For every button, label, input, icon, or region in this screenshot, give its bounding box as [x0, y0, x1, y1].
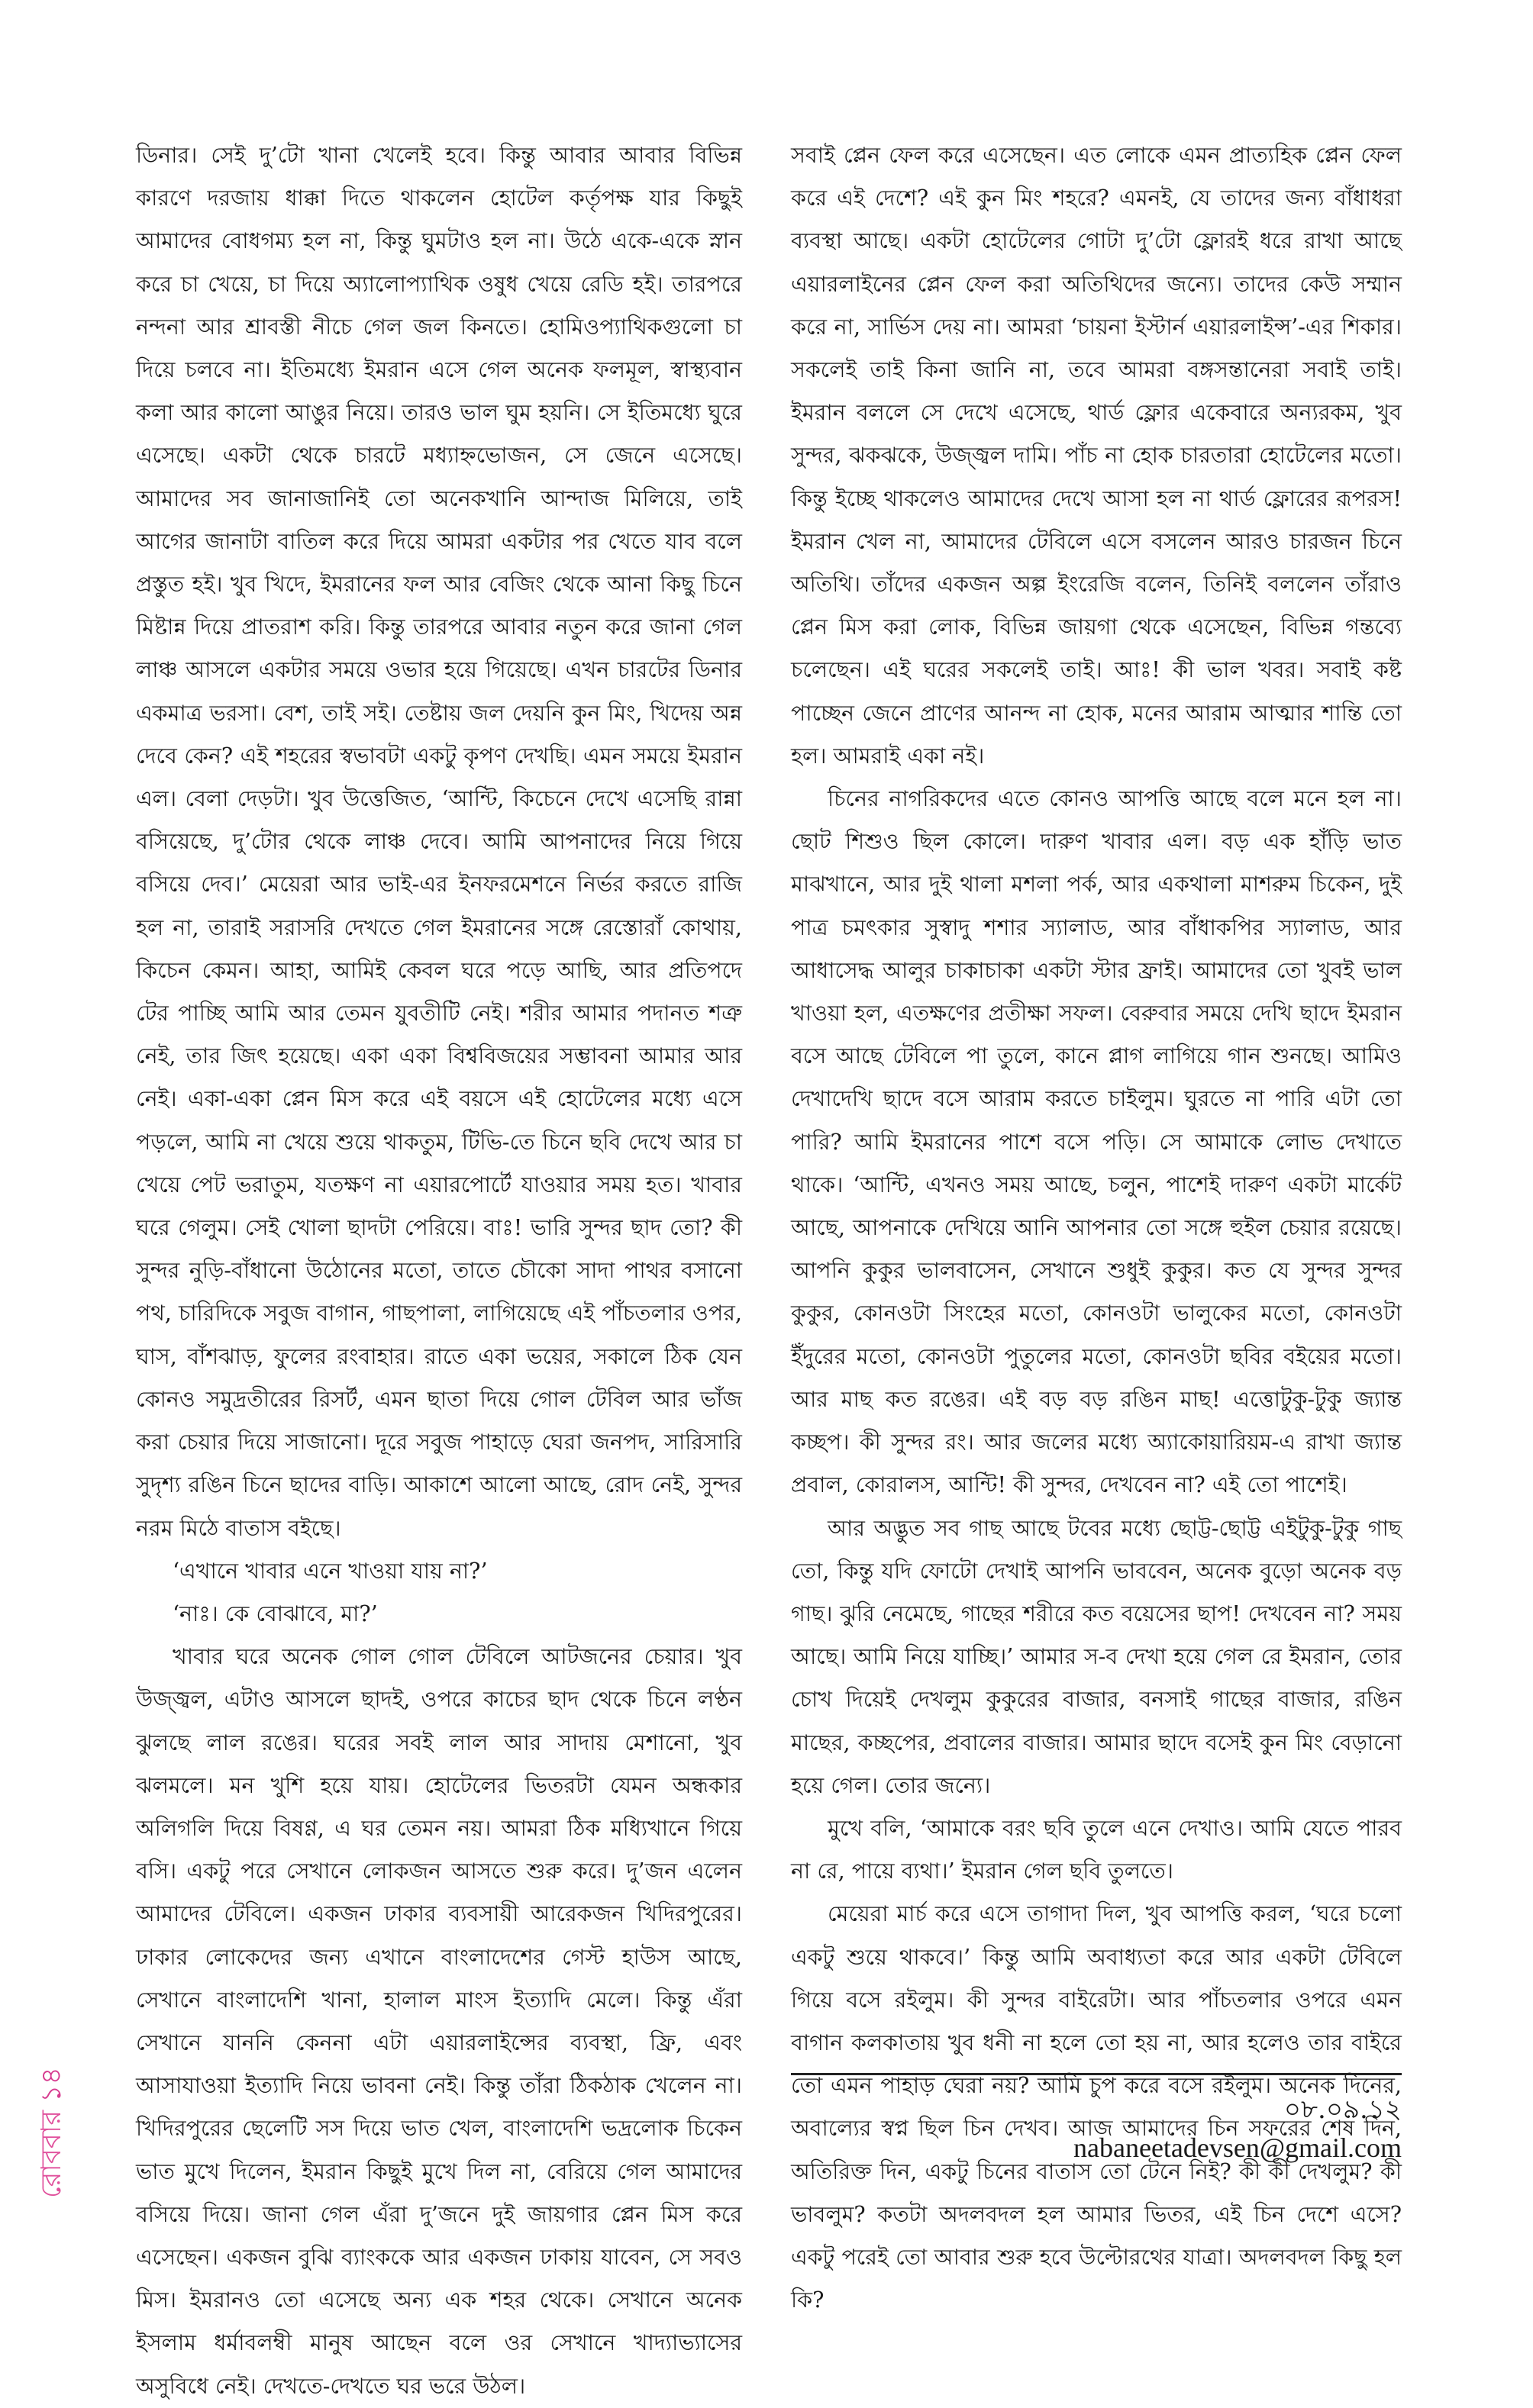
right-paragraph-2: চিনের নাগরিকদের এতে কোনও আপত্তি আছে বলে মনে হল না। ছোট শিশুও ছিল কোলে। দারুণ খাবার এল। বড় এক হাঁড়ি ভাত মাঝখানে, আর দুই থালা মশলা পর্ক, আর একথালা মাশরুম চিকেন, দুই পাত্র চমৎকার সুস্বাদু শশার স্যালাড, আর বাঁধাকপির স্যালাড, আর আধাসেদ্ধ আলুর চাকাচাকা একটা স্টার ফ্রাই। আমাদের তো খুবই ভাল খাওয়া হল, এতক্ষণের প্রতীক্ষা সফল। বেরুবার সময়ে দেখি ছাদে ইমরান বসে আছে টেবিলে পা তুলে, কানে প্লাগ লাগিয়ে গান শুনছে। আমিও দেখাদেখি ছাদে বসে আরাম করতে চাইলুম। ঘুরতে না পারি এটা তো পারি? আমি ইমরানের পাশে বসে পড়ি। সে আমাকে লোভ দেখাতে থাকে। ‘আন্টি, এখনও সময় আছে, চলুন, পাশেই দারুণ একটা মার্কেট আছে, আপনাকে দেখিয়ে আনি আপনার তো সঙ্গে হুইল চেয়ার রয়েছে। আপনি কুকুর ভালবাসেন, সেখানে শুধুই কুকুর। কত যে সুন্দর সুন্দর কুকুর, কোনওটা সিংহের মতো, কোনওটা ভালুকের মতো, কোনওটা ইঁদুরের মতো, কোনওটা পুতুলের মতো, কোনওটা ছবির বইয়ের মতো। আর মাছ কত রঙের। এই বড় বড় রঙিন মাছ! এত্তোটুকু-টুকু জ্যান্ত কচ্ছপ। কী সুন্দর রং। আর জলের মধ্যে অ্যাকোয়ারিয়ম-এ রাখা জ্যান্ত প্রবাল, কোরালস, আন্টি! কী সুন্দর, দেখবেন না? এই তো পাশেই।	[791, 786, 1402, 1498]
right-paragraph-1: সবাই প্লেন ফেল করে এসেছেন। এত লোকে এমন প্রাত্যহিক প্লেন ফেল করে এই দেশে? এই কুন মিং শহরে? এমনই, যে তাদের জন্য বাঁধাধরা ব্যবস্থা আছে। একটা হোটেলের গোটা দু’টো ফ্লোরই ধরে রাখা আছে এয়ারলাইনের প্লেন ফেল করা অতিথিদের জন্যে। তাদের কেউ সম্মান করে না, সার্ভিস দেয় না। আমরা ‘চায়না ইস্টার্ন এয়ারলাইন্স’-এর শিকার। সকলেই তাই কিনা জানি না, তবে আমরা বঙ্গসন্তানেরা সবাই তাই। ইমরান বললে সে দেখে এসেছে, থার্ড ফ্লোর একেবারে অন্যরকম, খুব সুন্দর, ঝকঝকে, উজ্জ্বল দামি। পাঁচ না হোক চারতারা হোটেলের মতো। কিন্তু ইচ্ছে থাকলেও আমাদের দেখে আসা হল না থার্ড ফ্লোরের রূপরস! ইমরান খেল না, আমাদের টেবিলে এসে বসলেন আরও চারজন চিনে অতিথি। তাঁদের একজন অল্প ইংরেজি বলেন, তিনিই বললেন তাঁরাও প্লেন মিস করা লোক, বিভিন্ন জায়গা থেকে এসেছেন, বিভিন্ন গন্তব্যে চলেছেন। এই ঘরের সকলেই তাই। আঃ! কী ভাল খবর। সবাই কষ্ট পাচ্ছেন জেনে প্রাণের আনন্দ না হোক, মনের আরাম আত্মার শান্তি তো হল। আমরাই একা নই।	[791, 143, 1402, 769]
magazine-name: রোববার	[36, 2110, 67, 2198]
author-email[interactable]: nabaneetadevsen@gmail.com	[1073, 2132, 1402, 2163]
right-paragraph-3: আর অদ্ভুত সব গাছ আছে টবের মধ্যে ছোট্ট-ছোট্ট এইটুকু-টুকু গাছ তো, কিন্তু যদি ফোটো দেখাই আপনি ভাববেন, অনেক বুড়ো অনেক বড় গাছ। ঝুরি নেমেছে, গাছের শরীরে কত বয়েসের ছাপ! দেখবেন না? সময় আছে। আমি নিয়ে যাচ্ছি।’ আমার স-ব দেখা হয়ে গেল রে ইমরান, তোর চোখ দিয়েই দেখলুম কুকুরের বাজার, বনসাই গাছের বাজার, রঙিন মাছের, কচ্ছপের, প্রবালের বাজার। আমার ছাদে বসেই কুন মিং বেড়ানো হয়ে গেল। তোর জন্যে।	[791, 1515, 1402, 1798]
article-date: ০৮.০৯.১২	[1283, 2094, 1402, 2125]
left-paragraph-1: ডিনার। সেই দু’টো খানা খেলেই হবে। কিন্তু আবার আবার বিভিন্ন কারণে দরজায় ধাক্কা দিতে থাকলেন হোটেল কর্তৃপক্ষ যার কিছুই আমাদের বোধগম্য হল না, কিন্তু ঘুমটাও হল না। উঠে একে-একে স্নান করে চা খেয়ে, চা দিয়ে অ্যালোপ্যাথিক ওষুধ খেয়ে রেডি হই। তারপরে নন্দনা আর শ্রাবস্তী নীচে গেল জল কিনতে। হোমিওপ্যাথিকগুলো চা দিয়ে চলবে না। ইতিমধ্যে ইমরান এসে গেল অনেক ফলমূল, স্বাস্থ্যবান কলা আর কালো আঙুর নিয়ে। তারও ভাল ঘুম হয়নি। সে ইতিমধ্যে ঘুরে এসেছে। একটা থেকে চারটে মধ্যাহ্নভোজন, সে জেনে এসেছে। আমাদের সব জানাজানিই তো অনেকখানি আন্দাজ মিলিয়ে, তাই আগের জানাটা বাতিল করে দিয়ে আমরা একটার পর খেতে যাব বলে প্রস্তুত হই। খুব খিদে, ইমরানের ফল আর বেজিং থেকে আনা কিছু চিনে মিষ্টান্ন দিয়ে প্রাতরাশ করি। কিন্তু তারপরে আবার নতুন করে জানা গেল লাঞ্চ আসলে একটার সময়ে ওভার হয়ে গিয়েছে। এখন চারটের ডিনার একমাত্র ভরসা। বেশ, তাই সই। তেষ্টায় জল দেয়নি কুন মিং, খিদেয় অন্ন দেবে কেন? এই শহরের স্বভাবটা একটু কৃপণ দেখছি। এমন সময়ে ইমরান এল। বেলা দেড়টা। খুব উত্তেজিত, ‘আন্টি, কিচেনে দেখে এসেছি রান্না বসিয়েছে, দু’টোর থেকে লাঞ্চ দেবে। আমি আপনাদের নিয়ে গিয়ে বসিয়ে দেব।’ মেয়েরা আর ভাই-এর ইনফরমেশনে নির্ভর করতে রাজি হল না, তারাই সরাসরি দেখতে গেল ইমরানের সঙ্গে রেস্তোরাঁ কোথায়, কিচেন কেমন। আহা, আমিই কেবল ঘরে পড়ে আছি, আর প্রতিপদে টের পাচ্ছি আমি আর তেমন যুবতীটি নেই। শরীর আমার পদানত শত্রু নেই, তার জিৎ হয়েছে। একা একা বিশ্ববিজয়ের সম্ভাবনা আমার আর নেই। একা-একা প্লেন মিস করে এই বয়সে এই হোটেলের মধ্যে এসে পড়লে, আমি না খেয়ে শুয়ে থাকতুম, টিভি-তে চিনে ছবি দেখে আর চা খেয়ে পেট ভরাতুম, যতক্ষণ না এয়ারপোর্টে যাওয়ার সময় হত। খাবার ঘরে গেলুম। সেই খোলা ছাদটা পেরিয়ে। বাঃ! ভারি সুন্দর ছাদ তো? কী সুন্দর নুড়ি-বাঁধানো উঠোনের মতো, তাতে চৌকো সাদা পাথর বসানো পথ, চারিদিকে সবুজ বাগান, গাছপালা, লাগিয়েছে এই পাঁচতলার ওপর, ঘাস, বাঁশঝাড়, ফুলের রংবাহার। রাতে একা ভয়ের, সকালে ঠিক যেন কোনও সমুদ্রতীরের রিসর্ট, এমন ছাতা দিয়ে গোল টেবিল আর ভাঁজ করা চেয়ার দিয়ে সাজানো। দূরে সবুজ পাহাড়ে ঘেরা জনপদ, সারিসারি সুদৃশ্য রঙিন চিনে ছাদের বাড়ি। আকাশে আলো আছে, রোদ নেই, সুন্দর নরম মিঠে বাতাস বইছে।	[136, 143, 742, 1541]
left-paragraph-4: খাবার ঘরে অনেক গোল গোল টেবিলে আটজনের চেয়ার। খুব উজ্জ্বল, এটাও আসলে ছাদই, ওপরে কাচের ছাদ থেকে চিনে লণ্ঠন ঝুলছে লাল রঙের। ঘরের সবই লাল আর সাদায় মেশানো, খুব ঝলমলে। মন খুশি হয়ে যায়। হোটেলের ভিতরটা যেমন অন্ধকার অলিগলি দিয়ে বিষণ্ণ, এ ঘর তেমন নয়। আমরা ঠিক মধ্যিখানে গিয়ে বসি। একটু পরে সেখানে লোকজন আসতে শুরু করে। দু’জন এলেন আমাদের টেবিলে। একজন ঢাকার ব্যবসায়ী আরেকজন খিদিরপুরের। ঢাকার লোকেদের জন্য এখানে বাংলাদেশের গেস্ট হাউস আছে, সেখানে বাংলাদেশি খানা, হালাল মাংস ইত্যাদি মেলে। কিন্তু এঁরা সেখানে যাননি কেননা এটা এয়ারলাইন্সের ব্যবস্থা, ফ্রি, এবং আসাযাওয়া ইত্যাদি নিয়ে ভাবনা নেই। কিন্তু তাঁরা ঠিকঠাক খেলেন না। খিদিরপুরের ছেলেটি সস দিয়ে ভাত খেল, বাংলাদেশি ভদ্রলোক চিকেন ভাত মুখে দিলেন, ইমরান কিছুই মুখে দিল না, বেরিয়ে গেল আমাদের বসিয়ে দিয়ে। জানা গেল এঁরা দু’জনে দুই জায়গার প্লেন মিস করে এসেছেন। একজন বুঝি ব্যাংককে আর একজন ঢাকায় যাবেন, সে সবও মিস। ইমরানও তো এসেছে অন্য এক শহর থেকে। সেখানে অনেক ইসলাম ধর্মাবলম্বী মানুষ আছেন বলে ওর সেখানে খাদ্যাভ্যাসের অসুবিধে নেই। দেখতে-দেখতে ঘর ভরে উঠল।	[136, 1644, 742, 2399]
page-number: ১৪	[36, 2067, 67, 2103]
left-paragraph-2: ‘এখানে খাবার এনে খাওয়া যায় না?’	[173, 1558, 488, 1584]
left-column	[136, 134, 742, 2399]
left-paragraph-3: ‘নাঃ। কে বোঝাবে, মা?’	[173, 1600, 378, 1626]
right-paragraph-4: মুখে বলি, ‘আমাকে বরং ছবি তুলে এনে দেখাও। আমি যেতে পারব না রে, পায়ে ব্যথা।’ ইমরান গেল ছবি তুলতে।	[791, 1815, 1402, 1884]
right-paragraph-5: মেয়েরা মার্চ করে এসে তাগাদা দিল, খুব আপত্তি করল, ‘ঘরে চলো একটু শুয়ে থাকবে।’ কিন্তু আমি অবাধ্যতা করে আর একটা টেবিলে গিয়ে বসে রইলুম। কী সুন্দর বাইরেটা। আর পাঁচতলার ওপরে এমন বাগান কলকাতায় খুব ধনী না হলে তো হয় না, আর হলেও তার বাইরে তো এমন পাহাড় ঘেরা নয়? আমি চুপ করে বসে রইলুম। অনেক দিনের, অবাল্যের স্বপ্ন ছিল চিন দেখব। আজ আমাদের চিন সফরের শেষ দিন, অতিরিক্ত দিন, একটু চিনের বাতাস তো টেনে নিই? কী কী দেখলুম? কী ভাবলুম? কতটা অদলবদল হল আমার ভিতর, এই চিন দেশে এসে? একটু পরেই তো আবার শুরু হবে উল্টোরথের যাত্রা। অদলবদল কিছু হল কি?	[791, 1901, 1402, 2313]
footer-divider	[791, 2073, 1402, 2075]
page-folio	[31, 2067, 76, 2198]
